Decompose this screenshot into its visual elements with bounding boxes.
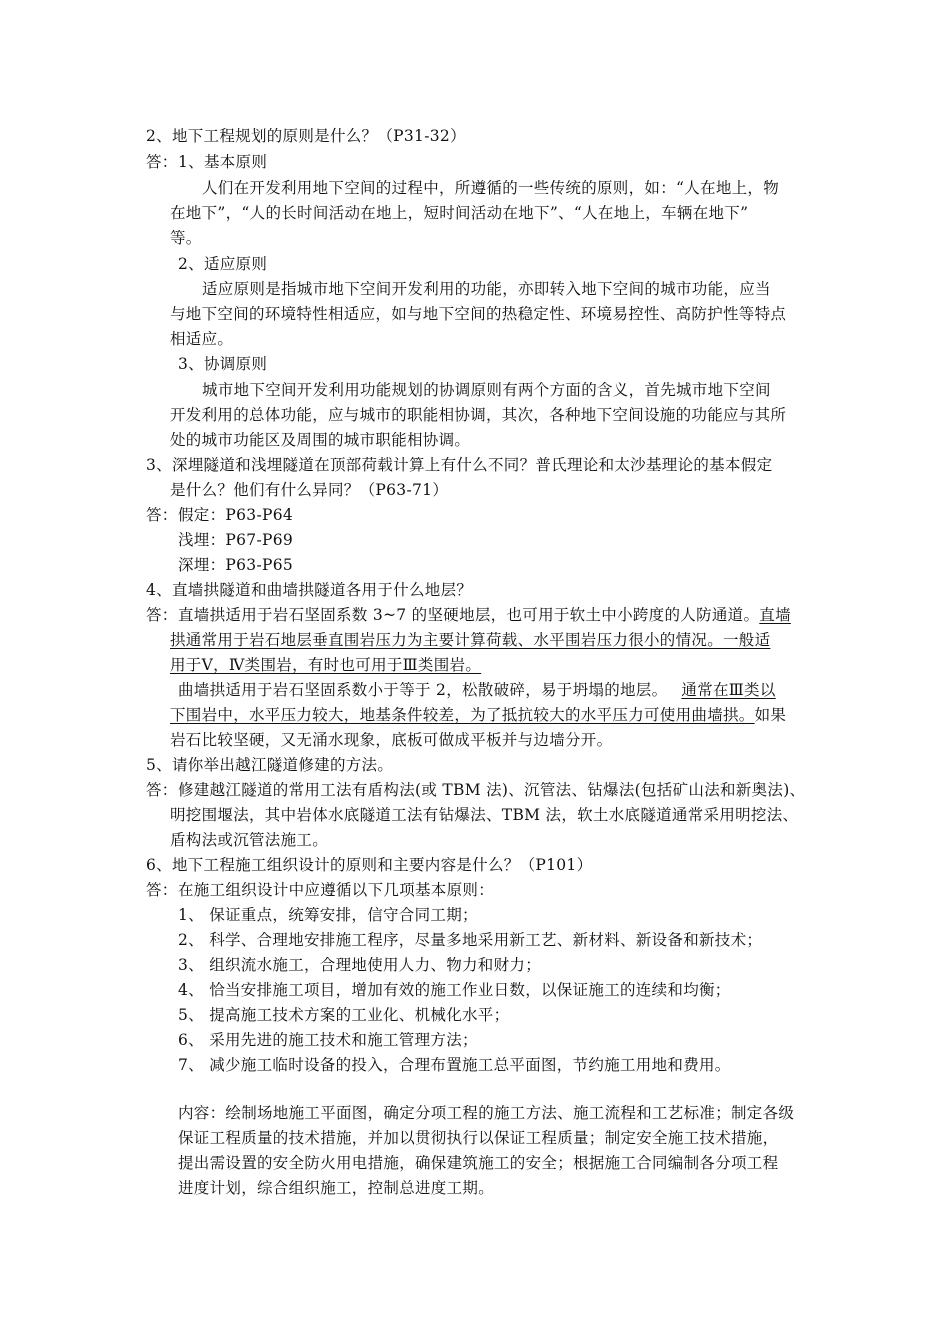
- paragraph-line: 人们在开发利用地下空间的过程中，所遵循的一些传统的原则，如：“人在地上，物: [202, 179, 780, 197]
- answer-line: 明挖围堰法，其中岩体水底隧道工法有钻爆法、TBM 法，软土水底隧道通常采用明挖法、: [170, 806, 799, 824]
- underlined-text: 通常在Ⅲ类以: [681, 681, 776, 699]
- principle-item: 6、 采用先进的施工技术和施工管理方法；: [178, 1031, 478, 1049]
- answer-label: 答：: [146, 506, 178, 524]
- heading-basic-principle: 1、基本原则: [178, 153, 268, 171]
- paragraph-line: 在地下”，“人的长时间活动在地上，短时间活动在地下”、“人在地上，车辆在地下”: [170, 204, 749, 222]
- paragraph-line: 城市地下空间开发利用功能规划的协调原则有两个方面的含义，首先城市地下空间: [202, 381, 771, 399]
- content-line: 保证工程质量的技术措施，并加以贯彻执行以保证工程质量；制定安全施工技术措施，: [178, 1129, 779, 1147]
- principle-item: 2、 科学、合理地安排施工程序，尽量多地采用新工艺、新材料、新设备和新技术；: [178, 931, 763, 949]
- answer-line: 盾构法或沉管法施工。: [170, 831, 329, 849]
- content-line: 提出需设置的安全防火用电措施，确保建筑施工的安全；根据施工合同编制各分项工程: [178, 1154, 779, 1172]
- paragraph-line: 适应原则是指城市地下空间开发利用的功能，亦即转入地下空间的城市功能，应当: [202, 280, 771, 298]
- answer-line: 深埋：P63-P65: [178, 556, 294, 574]
- paragraph-line: 开发利用的总体功能，应与城市的职能相协调，其次，各种地下空间设施的功能应与其所: [170, 406, 787, 424]
- answer-line: 岩石比较坚硬，又无涌水现象，底板可做成平板并与边墙分开。: [170, 731, 613, 749]
- answer-label: 答：: [146, 881, 178, 899]
- principle-item: 3、 组织流水施工，合理地使用人力、物力和财力；: [178, 956, 541, 974]
- answer-label: 答：: [146, 153, 178, 171]
- principle-item: 5、 提高施工技术方案的工业化、机械化水平；: [178, 1006, 510, 1024]
- answer-text: 曲墙拱适用于岩石坚固系数小于等于 2，松散破碎，易于坍塌的地层。: [178, 681, 668, 699]
- underlined-line: 拱通常用于岩石地层垂直围岩压力为主要计算荷载、水平围岩压力很小的情况。一般适: [170, 631, 771, 649]
- principle-item: 1、 保证重点，统筹安排，信守合同工期；: [178, 906, 478, 924]
- answer-line: 浅埋：P67-P69: [178, 531, 294, 549]
- paragraph-line: 等。: [170, 229, 202, 247]
- principle-item: 7、 减少施工临时设备的投入，合理布置施工总平面图，节约施工用地和费用。: [178, 1056, 731, 1074]
- question-2-title: 2、地下工程规划的原则是什么？（P31-32）: [146, 127, 466, 145]
- answer-text: 直墙拱适用于岩石坚固系数 3~7 的坚硬地层，也可用于软土中小跨度的人防通道。: [178, 606, 760, 624]
- answer-label: 答：: [146, 606, 178, 624]
- answer-line: [178, 678, 776, 702]
- answer-line: [170, 703, 786, 727]
- answer-intro: 在施工组织设计中应遵循以下几项基本原则：: [178, 881, 495, 899]
- content-line: 内容：绘制场地施工平面图，确定分项工程的施工方法、施工流程和工艺标准；制定各级: [178, 1104, 795, 1122]
- question-3-title-cont: 是什么？他们有什么异同？（P63-71）: [170, 481, 449, 499]
- heading-adapt-principle: 2、适应原则: [178, 255, 268, 273]
- paragraph-line: 与地下空间的环境特性相适应，如与地下空间的热稳定性、环境易控性、高防护性等特点: [170, 305, 787, 323]
- question-3-title: 3、深埋隧道和浅埋隧道在顶部荷载计算上有什么不同？普氏理论和太沙基理论的基本假定: [146, 456, 773, 474]
- content-line: 进度计划，综合组织施工，控制总进度工期。: [178, 1179, 495, 1197]
- answer-line: [178, 603, 791, 627]
- answer-label: 答：: [146, 781, 178, 799]
- answer-line: 假定：P63-P64: [178, 506, 294, 524]
- principle-item: 4、 恰当安排施工项目，增加有效的施工作业日数，以保证施工的连续和均衡；: [178, 981, 731, 999]
- paragraph-line: 相适应。: [170, 330, 234, 348]
- answer-line: 修建越江隧道的常用工法有盾构法(或 TBM 法)、沉管法、钻爆法(包括矿山法和新奥法)、: [178, 781, 806, 799]
- question-5-title: 5、请你举出越江隧道修建的方法。: [146, 756, 394, 774]
- paragraph-line: 处的城市功能区及周围的城市职能相协调。: [170, 431, 471, 449]
- heading-coordinate-principle: 3、协调原则: [178, 355, 268, 373]
- underlined-text: 直墙: [759, 606, 791, 624]
- question-4-title: 4、直墙拱隧道和曲墙拱隧道各用于什么地层？: [146, 581, 473, 599]
- question-6-title: 6、地下工程施工组织设计的原则和主要内容是什么？（P101）: [146, 856, 593, 874]
- answer-text: 如果: [754, 706, 787, 724]
- underlined-line: 用于Ⅴ，Ⅳ类围岩，有时也可用于Ⅲ类围岩。: [170, 656, 482, 674]
- underlined-text: 下围岩中，水平压力较大，地基条件较差，为了抵抗较大的水平压力可使用曲墙拱。: [170, 706, 755, 724]
